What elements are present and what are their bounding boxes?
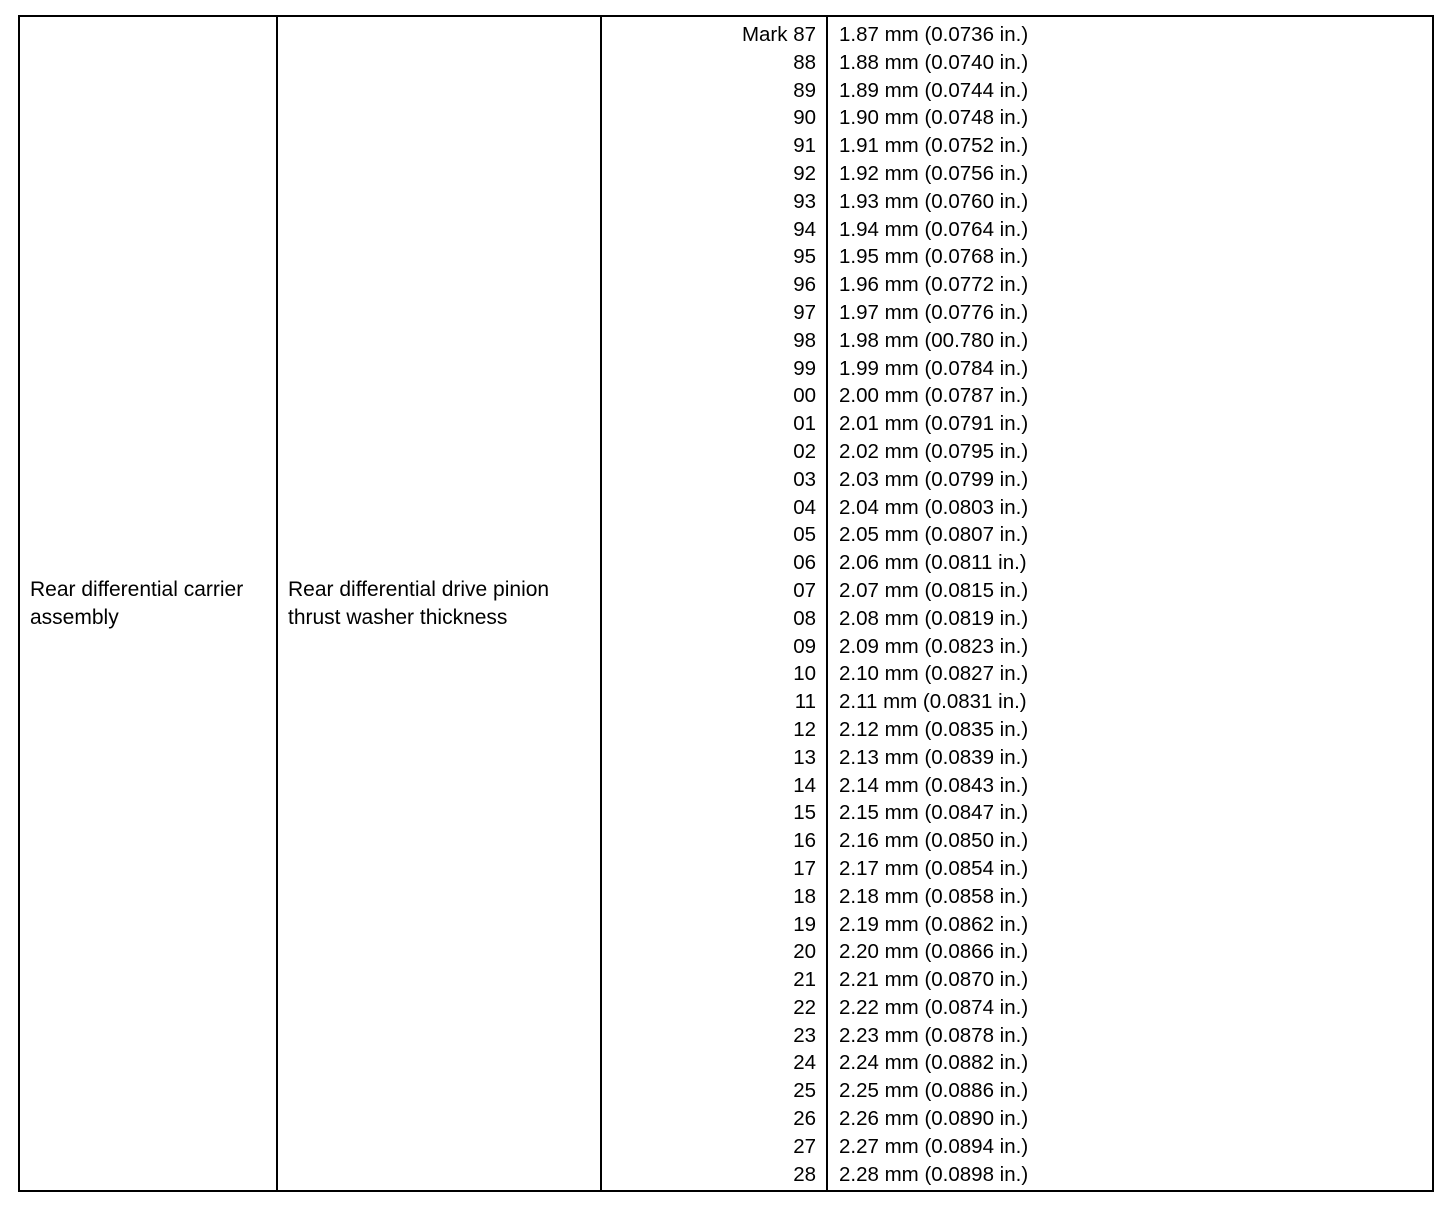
mark-cell: 05 bbox=[793, 523, 816, 547]
mark-cell: 96 bbox=[793, 273, 816, 297]
mark-cell: 92 bbox=[793, 161, 816, 185]
thickness-cell: 2.07 mm (0.0815 in.) bbox=[839, 578, 1029, 602]
thickness-cell: 2.26 mm (0.0890 in.) bbox=[839, 1107, 1029, 1131]
component-label: Rear differential carrier assembly bbox=[30, 577, 244, 629]
thickness-cell: 1.96 mm (0.0772 in.) bbox=[839, 273, 1029, 297]
thickness-cell: 1.99 mm (0.0784 in.) bbox=[839, 356, 1029, 380]
mark-cell: Mark 87 bbox=[741, 23, 816, 46]
item-cell bbox=[276, 17, 600, 1190]
thickness-cell: 1.94 mm (0.0764 in.) bbox=[839, 217, 1029, 241]
thickness-cell: 2.14 mm (0.0843 in.) bbox=[839, 773, 1029, 797]
mark-cell: 15 bbox=[793, 801, 816, 825]
mark-cell: 98 bbox=[793, 328, 816, 352]
mark-cell: 19 bbox=[793, 912, 816, 936]
thickness-cell: 2.00 mm (0.0787 in.) bbox=[839, 384, 1029, 408]
mark-cell: 06 bbox=[793, 551, 816, 575]
thickness-cell: 2.17 mm (0.0854 in.) bbox=[839, 856, 1029, 880]
thickness-cell: 2.20 mm (0.0866 in.) bbox=[839, 940, 1029, 964]
thickness-cell: 2.11 mm (0.0831 in.) bbox=[839, 690, 1027, 714]
thickness-cell: 2.18 mm (0.0858 in.) bbox=[839, 884, 1029, 908]
mark-cell: 21 bbox=[793, 968, 816, 992]
thickness-cell: 2.06 mm (0.0811 in.) bbox=[839, 551, 1027, 575]
thickness-cell: 2.09 mm (0.0823 in.) bbox=[839, 634, 1029, 658]
thickness-cell: 2.08 mm (0.0819 in.) bbox=[839, 606, 1029, 630]
mark-cell: 23 bbox=[793, 1023, 816, 1047]
mark-cell: 22 bbox=[793, 995, 816, 1019]
thickness-cell: 2.23 mm (0.0878 in.) bbox=[839, 1023, 1029, 1047]
mark-cell: 09 bbox=[793, 634, 816, 658]
thickness-cell: 1.90 mm (0.0748 in.) bbox=[839, 106, 1029, 130]
mark-cell: 20 bbox=[793, 940, 816, 964]
thickness-cell: 1.92 mm (0.0756 in.) bbox=[839, 161, 1029, 185]
mark-cell: 99 bbox=[793, 356, 816, 380]
thickness-cell: 2.27 mm (0.0894 in.) bbox=[839, 1134, 1029, 1158]
thickness-cell: 1.98 mm (00.780 in.) bbox=[839, 328, 1029, 352]
item-label: Rear differential drive pinion thrust washer thickness bbox=[288, 577, 550, 629]
component-cell bbox=[20, 17, 276, 1190]
mark-cell: 95 bbox=[793, 245, 816, 269]
mark-cell: 10 bbox=[793, 662, 816, 686]
mark-cell: 00 bbox=[793, 384, 816, 408]
mark-cell: 91 bbox=[793, 134, 816, 158]
mark-cell: 01 bbox=[793, 412, 816, 436]
thickness-cell: 2.19 mm (0.0862 in.) bbox=[839, 912, 1029, 936]
mark-cell: 17 bbox=[793, 856, 816, 880]
mark-cell: 28 bbox=[793, 1162, 816, 1186]
thickness-cell: 2.12 mm (0.0835 in.) bbox=[839, 717, 1029, 741]
mark-cell: 02 bbox=[793, 439, 816, 463]
mark-cell: 07 bbox=[793, 578, 816, 602]
thickness-cell: 1.93 mm (0.0760 in.) bbox=[839, 189, 1029, 213]
thickness-cell: 2.13 mm (0.0839 in.) bbox=[839, 745, 1029, 769]
mark-cell: 25 bbox=[793, 1079, 816, 1103]
mark-cell: 94 bbox=[793, 217, 816, 241]
thickness-cell: 2.03 mm (0.0799 in.) bbox=[839, 467, 1029, 491]
thickness-cell: 1.97 mm (0.0776 in.) bbox=[839, 300, 1029, 324]
mark-cell: 93 bbox=[793, 189, 816, 213]
thickness-cell: 1.89 mm (0.0744 in.) bbox=[839, 78, 1029, 102]
mark-cell: 14 bbox=[793, 773, 816, 797]
thickness-cell: 1.91 mm (0.0752 in.) bbox=[839, 134, 1029, 158]
mark-cell: 27 bbox=[793, 1134, 816, 1158]
mark-cell: 97 bbox=[793, 300, 816, 324]
mark-cell: 88 bbox=[793, 50, 816, 74]
mark-column bbox=[600, 17, 826, 1190]
mark-cell: 12 bbox=[793, 717, 816, 741]
mark-cell: 18 bbox=[793, 884, 816, 908]
thickness-cell: 2.10 mm (0.0827 in.) bbox=[839, 662, 1029, 686]
thickness-cell: 2.24 mm (0.0882 in.) bbox=[839, 1051, 1029, 1075]
spec-table bbox=[18, 15, 1434, 1192]
mark-cell: 16 bbox=[793, 829, 816, 853]
mark-cell: 89 bbox=[793, 78, 816, 102]
thickness-cell: 2.04 mm (0.0803 in.) bbox=[839, 495, 1029, 519]
mark-cell: 03 bbox=[793, 467, 816, 491]
thickness-cell: 2.21 mm (0.0870 in.) bbox=[839, 968, 1029, 992]
thickness-cell: 2.01 mm (0.0791 in.) bbox=[839, 412, 1029, 436]
thickness-cell: 1.87 mm (0.0736 in.) bbox=[839, 23, 1029, 46]
thickness-cell: 2.28 mm (0.0898 in.) bbox=[839, 1162, 1029, 1186]
thickness-cell: 2.16 mm (0.0850 in.) bbox=[839, 829, 1029, 853]
mark-cell: 90 bbox=[793, 106, 816, 130]
mark-cell: 24 bbox=[793, 1051, 816, 1075]
mark-cell: 13 bbox=[793, 745, 816, 769]
thickness-cell: 2.02 mm (0.0795 in.) bbox=[839, 439, 1029, 463]
thickness-cell: 2.05 mm (0.0807 in.) bbox=[839, 523, 1029, 547]
thickness-cell: 2.22 mm (0.0874 in.) bbox=[839, 995, 1029, 1019]
thickness-column bbox=[826, 17, 1432, 1190]
thickness-cell: 1.95 mm (0.0768 in.) bbox=[839, 245, 1029, 269]
mark-cell: 11 bbox=[794, 690, 816, 714]
thickness-cell: 2.15 mm (0.0847 in.) bbox=[839, 801, 1029, 825]
thickness-cell: 2.25 mm (0.0886 in.) bbox=[839, 1079, 1029, 1103]
thickness-cell: 1.88 mm (0.0740 in.) bbox=[839, 50, 1029, 74]
mark-cell: 04 bbox=[793, 495, 816, 519]
mark-cell: 26 bbox=[793, 1107, 816, 1131]
mark-cell: 08 bbox=[793, 606, 816, 630]
